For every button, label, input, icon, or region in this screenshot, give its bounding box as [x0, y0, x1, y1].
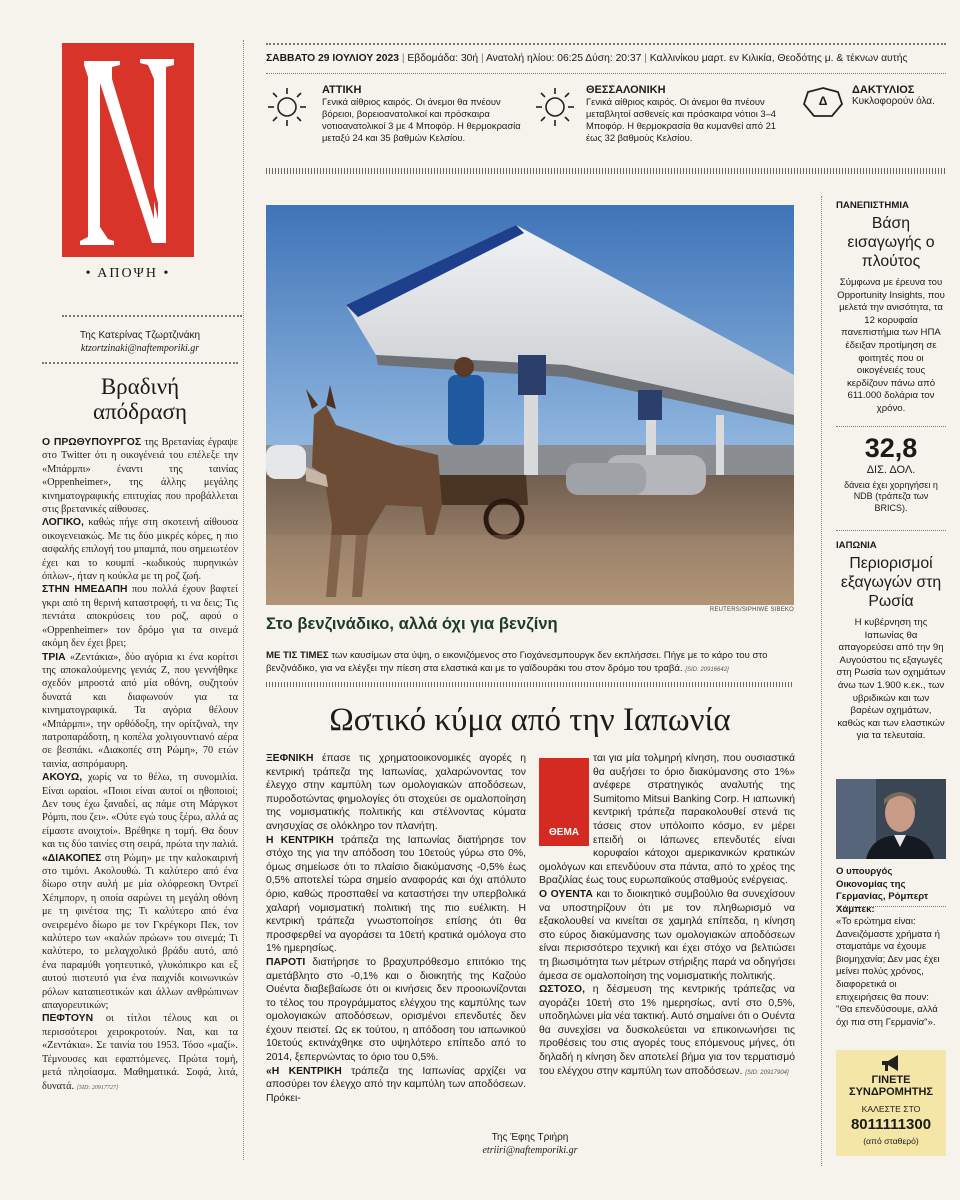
photo-credit: REUTERS/SIPHIWE SIBEKO — [709, 607, 794, 613]
paragraph: ΛΟΓΙΚΟ, καθώς πήγε στη σκοτεινή αίθουσα οικογενειακώς. Με τις δύο μικρές κόρες, η πιο ασφαλής επιλογή του μπαμπά, που σημειωτέον έχει και το κουμπί -κωδικούς πυρηνικών όπλων-, ήταν η κούκλα με τη ροζ ζωή. — [42, 517, 238, 583]
portrait-illustration — [836, 779, 946, 859]
paragraph: Η ΚΕΝΤΡΙΚΗ τράπεζα της Ιαπωνίας διατήρησε τον στόχο της για την απόδοση του 10ετούς γύρω στο 0%, όμως σημείωσε ότι το πλαίσιο διακύμανσης -0,5% έως 0,5% αποτελεί τώρα σημείο αναφοράς και όχι απόλυτο όριο, καθώς προσπαθεί να καταστήσει την υπερβολικά χαλαρή νομισματική πολιτική της πιο ευέλικτη. Η κεντρική τράπεζα γνωστοποίησε επίσης ότι θα προσφερθεί να αγοράσει τα 10ετή κρατικά ομόλογα στο 1% ημερησίως. — [266, 834, 526, 955]
paragraph: Ο ΠΡΩΘΥΠΟΥΡΓΟΣ της Βρετανίας έγραψε στο Twitter ότι η οικογένειά του επέλεξε την «Μπάρμπι» έναντι της ταινίας «Oppenheimer», της άλλης μεγάλης κινηματογραφικής επιτυχίας που προβάλλεται στις βρετανικές αίθουσες. — [42, 437, 238, 516]
paragraph: Ο ΟΥΕΝΤΑ και το διοικητικό συμβούλιο θα συνεχίσουν να υποστηρίζουν ότι με τον πληθωρισμό να εξακολουθεί να κινείται σε χαμηλά επίπεδα, η κίνηση στο εύρος διακύμανσης των ομολογιακών αποδόσεων είναι περισσότερο τεχνική και έχει στόχο να βελτιώσει τη βιωσιμότητα των μέτρων στήριξης παρά να οδηγήσει άμεσα σε ομαλοποίηση της νομισματικής πολιτικής. — [539, 888, 795, 982]
logo-block — [62, 43, 194, 257]
divider — [836, 530, 946, 531]
promo-line2: ΣΥΝΔΡΟΜΗΤΗΣ — [848, 1086, 934, 1098]
name-days: Καλλινίκου μαρτ. εν Κιλικία, Θεοδότης μ. & τέκνων αυτής — [649, 53, 908, 64]
divider — [266, 43, 946, 45]
news-photo — [266, 205, 794, 605]
theme-tag-label: ΘΕΜΑ — [549, 827, 579, 838]
column-divider — [821, 196, 822, 1166]
kicker: ΙΑΠΩΝΙΑ — [836, 540, 877, 551]
date: ΣΑΒΒΑΤΟ 29 ΙΟΥΛΙΟΥ 2023 — [266, 53, 399, 64]
opinion-body — [42, 436, 238, 1095]
article-column-2 — [539, 752, 795, 1080]
article-byline: Της Έφης Τριήρη etriiri@naftemporiki.gr — [482, 1132, 578, 1156]
ring-road-badge: Δ — [818, 94, 828, 108]
paragraph: ΠΕΦΤΟΥΝ οι τίτλοι τέλους και οι περισσότεροι χειροκροτούν. Ναι, και τα «Ζεντάκια». Σε ταινία του 1953. Τόσο «μαζί». Τέμνουσες και εφαπτόμενες. Πρώτα τομή, μετά πλησίασμα. Μαθηματικά. Σοφά, λιτά, δυνατά. [SID: 20917727] — [42, 1013, 238, 1092]
newspaper-logo-icon — [62, 43, 194, 257]
weather-text: Γενικά αίθριος καιρός. Οι άνεμοι θα πνέουν μεταβλητοί ασθενείς και πρόσκαιρα νότιοι 3–4 Μποφόρ. Η θερμοκρασία θα κυμανθεί από 21 έως 32 βαθμούς Κελσίου. — [586, 96, 777, 143]
section-label: • ΑΠΟΨΗ • — [85, 266, 171, 281]
paragraph: ΤΡΙΑ «Ζεντάκια», δύο αγόρια κι ένα κορίτσι της αποκαλούμενης γενιάς Ζ, που γεννήθηκε σχεδόν μπροστά από μία οθόνη, συζητούν δυνατά και διαφωνούν για τα κινηματογραφικά. Τα αγόρια θέλουν «Μπάρμπι», την ορθόδοξη, την ορίτζιναλ, την πατροπαράδοτη, η κοπέλα χολιγουντιανό αέρα σε βεσπάκι. «Διακοπές στη Ρώμη», 70 ετών ταινία, ασπρόμαυρη. — [42, 651, 238, 770]
week: Εβδομάδα: 30ή — [407, 53, 479, 64]
stat-unit: ΔΙΣ. ΔΟΛ. — [866, 464, 916, 476]
hatch-divider — [266, 682, 794, 687]
promo-phone[interactable]: 8011111300 — [850, 1116, 932, 1133]
photo-title: Στο βενζινάδικο, αλλά όχι για βενζίνη — [266, 614, 558, 633]
paragraph: ΠΑΡΟΤΙ διατήρησε το βραχυπρόθεσμο επιτόκιο της αμετάβλητο στο -0,1% και ο διοικητής της Καζούο Ουέντα διαβεβαίωσε ότι οι κινήσεις δεν προοιωνίζονται το τέλος του προγράμματος ελέγχου της καμπύλης των ομολογιακών αποδόσεων, ορισμένοι επενδυτές δεν έχουν πειστεί. Ως εκ τούτου, η απόδοση του ιαπωνικού 10ετούς εκτινάχθηκε στο υψηλότερο επίπεδο από το 2014, ξεπερνώντας το όριο του 0,5%. — [266, 956, 526, 1064]
sidebar-japan — [836, 540, 946, 743]
dot-icon: • — [163, 266, 171, 281]
portrait-photo — [836, 779, 946, 859]
photo-caption: ΜΕ ΤΙΣ ΤΙΜΕΣ των καυσίμων στα ύψη, ο εικονιζόμενος στο Γιοχάνεσμπουργκ δεν εκπλήσσει. Πήγε με το κάρο του στο βενζινάδικο, για να ελέγξει την πίεση στα ελαστικά και με το γαϊδουράκι του στον δρόμο του τραβά. [SID: 20916642] — [266, 650, 768, 674]
paragraph: ται για μία τολμηρή κίνηση, που ουσιαστικά θα αυξήσει το όριο διακύμανσης στο 1%» ανέφερε στρατηγικός αναλυτής της Sumitomo Mitsui Banking Corp. Η ιαπωνική κεντρική τράπεζα παρακολουθεί στενά τις τάσεις στον υπόλοιπο κόσμο, εν μέρει επειδή οι Ιάπωνες επενδυτές είναι κορυφαίοι κάτοχοι αμερικανικών κρατικών ομολόγων και επενδύουν στα πάντα, από το χρέος της Βραζιλίας έως τους ευρωπαϊκούς σταθμούς ενέργειας. — [539, 753, 795, 887]
weather-text: Κυκλοφορούν όλα. — [852, 96, 935, 107]
kicker: ΠΑΝΕΠΙΣΤΗΜΙΑ — [836, 200, 909, 211]
paragraph: «Η ΚΕΝΤΡΙΚΗ τράπεζα της Ιαπωνίας αρχίζει να αποσύρει τον έλεγχο από την καμπύλη των αποδόσεων. Πρόκει- — [266, 1065, 526, 1104]
paragraph: ΑΚΟΥΩ, χωρίς να το θέλω, τη συνομιλία. Είναι ωραίοι. «Ποιοι είναι αυτοί οι ηθοποιοί; Δεν τους έχω ξαναδεί, ας πάμε στη Μάργκοτ Ρόμπι, που ζει». «Ούτε εγώ τους ξέρω, αλλά ας είμαστε ανοιχτοί». Βρέθηκε η τομή. Θα δουν και τις δύο ταινίες στη σειρά, πρώτα την παλιά. — [42, 772, 238, 851]
weather-region: ΘΕΣΣΑΛΟΝΙΚΗ — [586, 84, 666, 96]
divider — [62, 315, 242, 317]
stat-value: 32,8 — [864, 433, 918, 463]
dot-icon: • — [85, 266, 93, 281]
sidebar-university — [836, 200, 946, 416]
promo-line1: ΓΙΝΕΤΕ — [871, 1074, 911, 1086]
portrait-caption: Ο υπουργός Οικονομίας της Γερμανίας, Ρόμπερτ Χάμπεκ: — [836, 866, 929, 915]
weather-ring-road — [800, 80, 950, 160]
paragraph: ΣΤΗΝ ΗΜΕΔΑΠΗ που πολλά έχουν βαφτεί γκρι από τη θερινή καταστροφή, τι να δεις; Τις πεντάτα αποκρύσεις του ροζ, αφού ο «Oppenheimer» τον δρόμο για τα σινεμά ακόμη δεν έχει βρει; — [42, 584, 238, 650]
opinion-column — [42, 330, 238, 1095]
promo-note: (από σταθερό) — [863, 1136, 919, 1146]
sun-icon — [534, 86, 576, 128]
sidebar-text: Σύμφωνα με έρευνα του Opportunity Insights, που μελετά την ανισότητα, τα 12 κορυφαία πανεπιστήμια των ΗΠΑ έδειξαν προτίμηση σε φοιτητές που οι οικογένειές τους κερδίζουν πάνω από 611.000 δολάρια τον χρόνο. — [837, 277, 945, 414]
sidebar-stat — [836, 432, 946, 514]
sidebar-title: Βάση εισαγωγής ο πλούτος — [847, 215, 935, 270]
sidebar-title: Περιορισμοί εξαγωγών στη Ρωσία — [840, 555, 942, 610]
hatch-divider — [266, 168, 946, 174]
opinion-title: Βραδινή απόδραση — [93, 374, 187, 424]
paragraph: ΩΣΤΟΣΟ, η δέσμευση της κεντρικής τράπεζας να αγοράζει 10ετή στο 1% ημερησίως, αντί στο 0,5%, υποδηλώνει μία νέα τακτική. Αυτό σημαίνει ότι ο Ουέντα θα συνεχίσει να δυσκολεύεται να επικοινωνήσει τις προθέσεις του στις αγορές τους επόμενους μήνες, ότι δηλαδή η κίνηση δεν αποτελεί βήμα για τον τερματισμό του ελέγχου στην καμπύλη των αποδόσεων. [SID: 20917904] — [539, 984, 795, 1077]
divider — [836, 906, 946, 907]
sun-icon — [266, 86, 308, 128]
weather-region: ΔΑΚΤΥΛΙΟΣ — [852, 84, 915, 96]
weather-text: Γενικά αίθριος καιρός. Οι άνεμοι θα πνέουν βόρειοι, βορειοανατολικοί και πρόσκαιρα νοτιοανατολικοί 3 με 4 Μποφόρ. Η θερμοκρασία μεταξύ 24 και 35 βαθμών Κελσίου. — [322, 96, 521, 143]
column-divider — [243, 40, 244, 1160]
divider — [266, 73, 946, 74]
weather-attica — [266, 80, 526, 160]
sun-times: Ανατολή ηλίου: 06:25 Δύση: 20:37 — [486, 53, 642, 64]
tag-spacer — [539, 752, 593, 850]
weather-region: ΑΤΤΙΚΗ — [322, 84, 362, 96]
article-column-1 — [266, 752, 526, 1105]
weather-thessaloniki — [534, 80, 794, 160]
sidebar-text: Η κυβέρνηση της Ιαπωνίας θα απαγορεύσει από την 9η Αυγούστου τις εξαγωγές στη Ρωσία των οχημάτων άνω των 1.900 κ.εκ., των υβριδικών και των βαρέων οχημάτων, καθώς και των ελαστικών για τα τελευταία. — [836, 617, 946, 742]
megaphone-icon — [880, 1054, 902, 1072]
subscribe-promo[interactable] — [836, 1050, 946, 1156]
opinion-byline: Της Κατερίνας Τζωρτζινάκη — [79, 330, 201, 341]
quote: «Το ερώτημα είναι: Δανειζόμαστε χρήματα ή σταματάμε να έχουμε βιομηχανία; Δεν μας έχει μείνει πολύς χρόνος, διαφορετικά οι επιχειρήσεις θα πουν: "Θα επενδύσουμε, αλλά όχι πια στη Γερμανία"». — [836, 916, 940, 1028]
main-headline: Ωστικό κύμα από την Ιαπωνία — [329, 702, 731, 738]
promo-call: ΚΑΛΕΣΤΕ ΣΤΟ — [861, 1104, 921, 1114]
opinion-email: ktzortzinaki@naftemporiki.gr — [80, 343, 200, 354]
gas-station-donkey-photo — [266, 205, 794, 605]
divider — [42, 362, 238, 364]
stat-text: δάνεια έχει χορηγήσει η NDB (τράπεζα των BRICS). — [844, 480, 938, 513]
paragraph: ΞΕΦΝΙΚΗ έπασε τις χρηματοοικονομικές αγορές η κεντρική τράπεζα της Ιαπωνίας, χαλαρώνοντας τον έλεγχο στην καμπύλη των ομολογιακών αποδόσεων, πυροδοτώντας φημολογίες ότι στοχεύει σε ομαλοποίηση της νομισματικής πολιτικής και στέλνοντας κύματα ανησυχίας σε ολόκληρο τον πλανήτη. — [266, 753, 526, 832]
divider — [836, 426, 946, 427]
dateline: ΣΑΒΒΑΤΟ 29 ΙΟΥΛΙΟΥ 2023 | Εβδομάδα: 30ή | Ανατολή ηλίου: 06:25 Δύση: 20:37 | Καλλινίκου μαρτ. εν Κιλικία, Θεοδότης μ. & τέκνων αυτής — [266, 53, 908, 64]
paragraph: «ΔΙΑΚΟΠΕΣ στη Ρώμη» με την καλοκαιρινή στο τιμόνι. Ακολουθώ. Τι καλύτερο από ένα δίωρο στην αυλή με μία ολόφρεσκη Όντρεϊ Χέπμπορν, η οποία σαρώνει τη μεγάλη οθόνη με τη φινέτσα της; Τι καλύτερο από ένα ονειρεμένο δίωρο με τον Γκρέγκορι Πεκ, τον καλύτερο των «καλών πρώων» του σινεμά; Τι καλύτερο, το μελαγχολικό βράδυ αυτό, από ένα παραμύθι γοητευτικό, γλυκόπικρο και εξ αυτού πιστευτό για ένα παιχνίδι κοινωνικών ρόλων καταπιεστικών και άλλων ανθρώπινων απαγορευτικών; — [42, 852, 238, 1012]
